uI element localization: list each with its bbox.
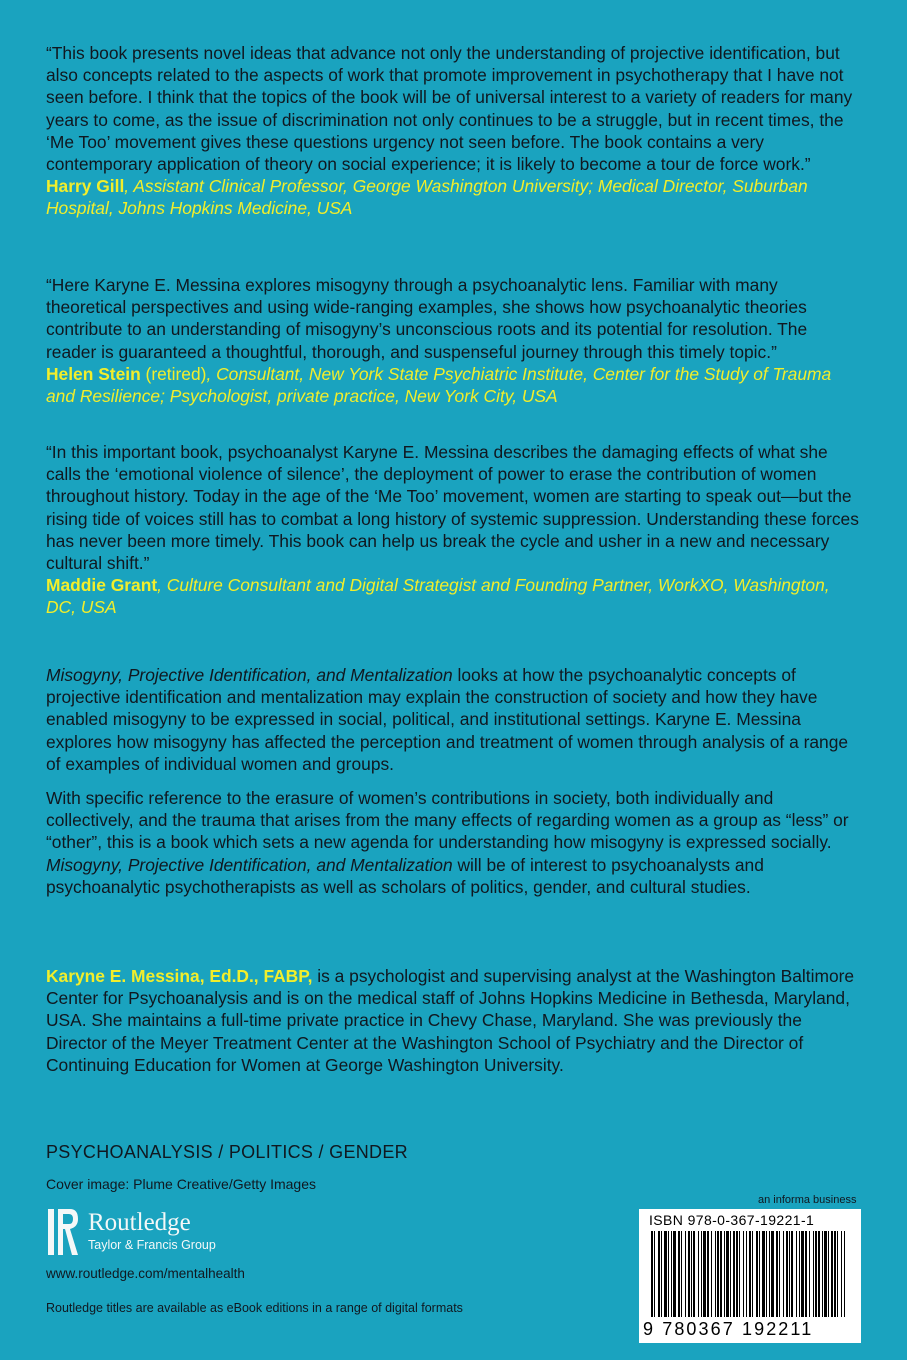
endorser-affiliation: , Consultant, New York State Psychiatric Institute, Center for the Study of Trauma and Resilience; Psychologist, private practice, New York City, USA [46, 363, 832, 407]
publisher-group: Taylor & Francis Group [88, 1238, 216, 1252]
publisher-name: Routledge [88, 1209, 191, 1236]
endorsement-attribution [46, 574, 861, 618]
endorser-affiliation: , Culture Consultant and Digital Strategist and Founding Partner, WorkXO, Washington, DC, USA [46, 575, 830, 618]
endorser-affiliation: , Assistant Clinical Professor, George Washington University; Medical Director, Suburban Hospital, Johns Hopkins Medicine, USA [46, 176, 808, 219]
endorser-name: Maddie Grant [46, 575, 158, 596]
endorser-name: Harry Gill [46, 176, 125, 197]
description-text: will be of interest to psychoanalysts and psychoanalytic psychotherapists as well as scholars of politics, gender, and cultural studies. [46, 854, 764, 897]
author-name: Karyne E. Messina, Ed.D., FABP, [46, 966, 313, 986]
book-title-inline: Misogyny, Projective Identification, and Mentalization [46, 665, 453, 685]
endorser-name: Helen Stein [46, 363, 141, 384]
isbn-label: ISBN 978-0-367-19221-1 [649, 1212, 815, 1228]
publisher-url[interactable]: www.routledge.com/mentalhealth [46, 1266, 245, 1281]
endorsement-attribution [46, 363, 861, 407]
description-paragraph-1 [46, 664, 861, 775]
ebook-note: Routledge titles are available as eBook editions in a range of digital formats [46, 1301, 463, 1315]
description-paragraph-2 [46, 787, 861, 898]
endorsement-quote: “In this important book, psychoanalyst Karyne E. Messina describes the damaging effects of what she calls the ‘emotional violence of silence’, the deployment of power to erase the contribution of women throughout history. Today in the age of the ‘Me Too’ movement, women are starting to speak out—but the rising tide of voices still has to combat a long history of systemic suppression. Understanding these forces has never been more timely. This book can help us break the cycle and usher in a new and necessary cultural shift.” [46, 442, 859, 574]
endorsement-quote: “This book presents novel ideas that advance not only the understanding of projective identification, but also concepts related to the aspects of work that promote improvement in psychotherapy that I have not seen before. I think that the topics of the book will be of universal interest to a variety of readers for many years to come, as the issue of discrimination not only continues to be a struggle, but in recent times, the ‘Me Too’ movement gives these questions urgency not seen before. The book contains a very contemporary application of theory on social experience; it is likely to become a tour de force work.” [46, 43, 853, 175]
book-title-inline: Misogyny, Projective Identification, and Mentalization [46, 854, 453, 875]
endorser-extra: (retired) [140, 363, 207, 384]
endorsement-helen-stein [46, 274, 861, 407]
endorsement-harry-gill [46, 42, 861, 220]
description-text: With specific reference to the erasure of women’s contributions in society, both individually and collectively, and the trauma that arises from the many effects of regarding women as a group as “less” or “other”, this is a book which sets a new agenda for understanding how misogyny is expressed socially. [46, 788, 849, 853]
subject-categories: PSYCHOANALYSIS / POLITICS / GENDER [46, 1142, 408, 1162]
barcode-bars [649, 1231, 851, 1319]
isbn-barcode [639, 1209, 861, 1343]
endorsement-quote: “Here Karyne E. Messina explores misogyny through a psychoanalytic lens. Familiar with many theoretical perspectives and using wide-ranging examples, she shows how psychoanalytic theories contribute to an understanding of misogyny’s unconscious roots and its potential for resolution. The reader is guaranteed a thoughtful, thorough, and suspenseful journey through this timely topic.” [46, 275, 808, 362]
informa-tagline: an informa business [758, 1194, 857, 1206]
ean-digits: 9 780367 192211 [643, 1319, 814, 1339]
routledge-logo [46, 1207, 276, 1259]
cover-credit: Cover image: Plume Creative/Getty Images [46, 1176, 316, 1192]
author-bio-text: is a psychologist and supervising analyst at the Washington Baltimore Center for Psychoanalysis and is on the medical staff of Johns Hopkins Medicine in Bethesda, Maryland, USA. She maintains a full-time private practice in Chevy Chase, Maryland. She was previously the Director of the Meyer Treatment Center at the Washington School of Psychiatry and the Director of Continuing Education for Women at George Washington University. [46, 966, 855, 1075]
endorsement-maddie-grant [46, 441, 861, 619]
description-text: looks at how the psychoanalytic concepts of projective identification and mentalization may explain the construction of society and how they have enabled misogyny to be expressed in social, political, and institutional settings. Karyne E. Messina explores how misogyny has affected the perception and treatment of women through analysis of a range of examples of individual women and groups. [46, 665, 849, 774]
author-bio [46, 965, 861, 1076]
endorsement-attribution [46, 175, 861, 219]
routledge-r-icon [46, 1207, 80, 1257]
